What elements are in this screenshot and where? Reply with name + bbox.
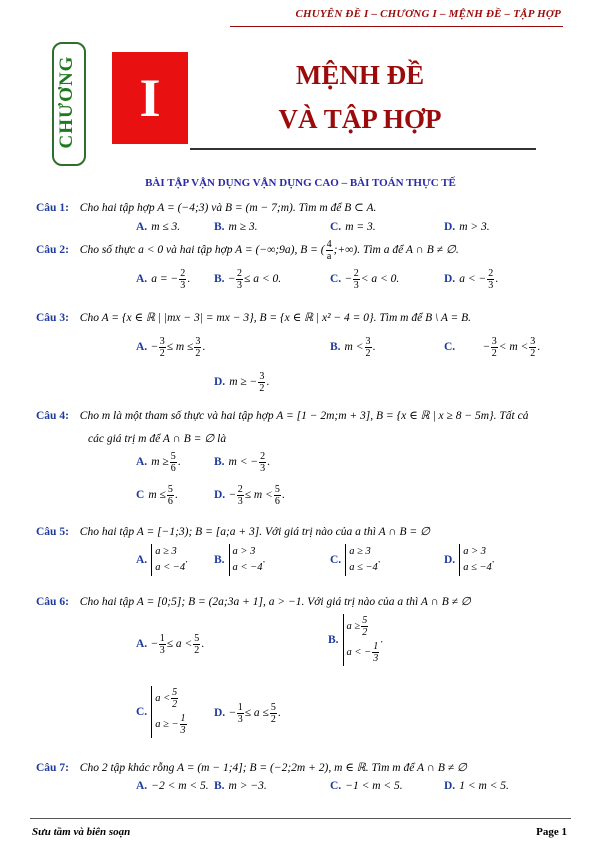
q6-option-a: A. − $\frac{1}{3}$ ≤ a < $\frac{5}{2}$ . xyxy=(136,633,205,656)
question-text: Cho hai tập A = [−1;3); B = [a;a + 3]. Với giá trị nào của a thì A ∩ B = ∅ xyxy=(79,526,431,538)
q4-option-a: A. m ≥ $\frac{5}{6}$ . xyxy=(136,451,181,474)
q4-option-c: C m ≤ $\frac{5}{6}$ . xyxy=(136,484,178,507)
q2-option-d: D. a < − $\frac{2}{3}$ . xyxy=(444,268,499,291)
q6-option-d: D. − $\frac{1}{3}$ ≤ a ≤ $\frac{5}{2}$ . xyxy=(214,702,281,725)
q4-option-b: B. m < − $\frac{2}{3}$ . xyxy=(214,451,270,474)
q3-option-d: D. m ≥ − $\frac{3}{2}$ . xyxy=(214,371,270,394)
q7-option-a: A. −2 < m < 5. xyxy=(136,780,209,792)
running-header: CHUYÊN ĐỀ I – CHƯƠNG I – MỆNH ĐỀ – TẬP HỢP xyxy=(295,8,561,20)
q3-option-c: C. − $\frac{3}{2}$ < m < $\frac{3}{2}$ . xyxy=(444,336,541,359)
q2-option-a: A. a = − $\frac{2}{3}$ . xyxy=(136,268,191,291)
question-label: Câu 4: xyxy=(36,410,69,422)
q5-option-c: C.a ≥ 3 a ≤ −4. xyxy=(330,544,381,576)
question-text: Cho 2 tập khác rỗng A = (m − 1;4]; B = (−2;2m + 2), m ∈ ℝ. Tìm m để A ∩ B ≠ ∅ xyxy=(79,762,467,774)
question-label: Câu 3: xyxy=(36,312,69,324)
question-4-continued: các giá trị m để A ∩ B = ∅ là xyxy=(88,433,227,445)
question-label: Câu 5: xyxy=(36,526,69,538)
question-text: Cho A = {x ∈ ℝ | |mx − 3| = mx − 3}, B = {x ∈ ℝ | x² − 4 = 0}. Tìm m để B \ A = B. xyxy=(79,312,472,324)
q2-option-b: B. − $\frac{2}{3}$ ≤ a < 0. xyxy=(214,268,282,291)
question-3 xyxy=(36,310,471,324)
q7-option-d: D. 1 < m < 5. xyxy=(444,780,509,792)
q1-option-d: D. m > 3. xyxy=(444,221,490,233)
q3-option-b: B. m < $\frac{3}{2}$ . xyxy=(330,336,376,359)
section-title: BÀI TẬP VẬN DỤNG VẬN DỤNG CAO – BÀI TOÁN THỰC TẾ xyxy=(145,177,456,189)
q7-option-b: B. m > −3. xyxy=(214,780,267,792)
question-5 xyxy=(36,524,430,538)
question-2: Câu 2: Cho số thực a < 0 và hai tập hợp A = (−∞;9a), B = ( $\frac{4}{a}$ ;+∞). Tìm a để A ∩ B ≠ ∅. xyxy=(36,239,459,262)
q5-option-a: A.a ≥ 3 a < −4. xyxy=(136,544,188,576)
q1-option-b: B. m ≥ 3. xyxy=(214,221,258,233)
question-label: Câu 1: xyxy=(36,202,69,214)
q5-option-d: D.a > 3 a ≤ −4. xyxy=(444,544,495,576)
question-text: Cho hai tập hợp A = (−4;3) và B = (m − 7;m). Tìm m để B ⊂ A. xyxy=(79,202,377,214)
q6-option-b: B.a ≥ $\frac{5}{2}$ a < − $\frac{1}{3}$ . xyxy=(328,615,384,665)
chapter-title-line2: VÀ TẬP HỢP xyxy=(278,104,442,134)
question-label: Câu 7: xyxy=(36,762,69,774)
chapter-title-line1: MỆNH ĐỀ xyxy=(295,60,425,90)
chapter-side-label: CHƯƠNG xyxy=(56,55,77,149)
q2-option-c: C. − $\frac{2}{3}$ < a < 0. xyxy=(330,268,400,291)
title-underline xyxy=(190,148,536,150)
q1-option-a: A. m ≤ 3. xyxy=(136,221,181,233)
footer-divider xyxy=(30,818,571,819)
question-4 xyxy=(36,408,528,422)
footer-left: Sưu tầm và biên soạn xyxy=(32,826,131,838)
question-text: Cho hai tập A = [0;5]; B = (2a;3a + 1], a > −1. Với giá trị nào của a thì A ∩ B ≠ ∅ xyxy=(79,596,471,608)
question-7 xyxy=(36,760,467,774)
question-6 xyxy=(36,594,471,608)
q3-option-a: A. − $\frac{3}{2}$ ≤ m ≤ $\frac{3}{2}$ . xyxy=(136,336,206,359)
question-label: Câu 2: xyxy=(36,244,69,257)
chapter-number-box: I xyxy=(112,52,188,144)
header-divider xyxy=(230,26,563,27)
q1-option-c: C. m = 3. xyxy=(330,221,376,233)
page-number: Page 1 xyxy=(536,826,567,838)
question-1 xyxy=(36,200,376,214)
question-text: Cho m là một tham số thực và hai tập hợp A = [1 − 2m;m + 3], B = {x ∈ ℝ | x ≥ 8 − 5m}. Tất cả xyxy=(79,410,529,422)
q4-option-d: D. − $\frac{2}{3}$ ≤ m < $\frac{5}{6}$ . xyxy=(214,484,285,507)
q7-option-c: C. −1 < m < 5. xyxy=(330,780,403,792)
q5-option-b: B.a > 3 a < −4. xyxy=(214,544,265,576)
q6-option-c: C.a < $\frac{5}{2}$ a ≥ − $\frac{1}{3}$ xyxy=(136,687,186,737)
question-label: Câu 6: xyxy=(36,596,69,608)
